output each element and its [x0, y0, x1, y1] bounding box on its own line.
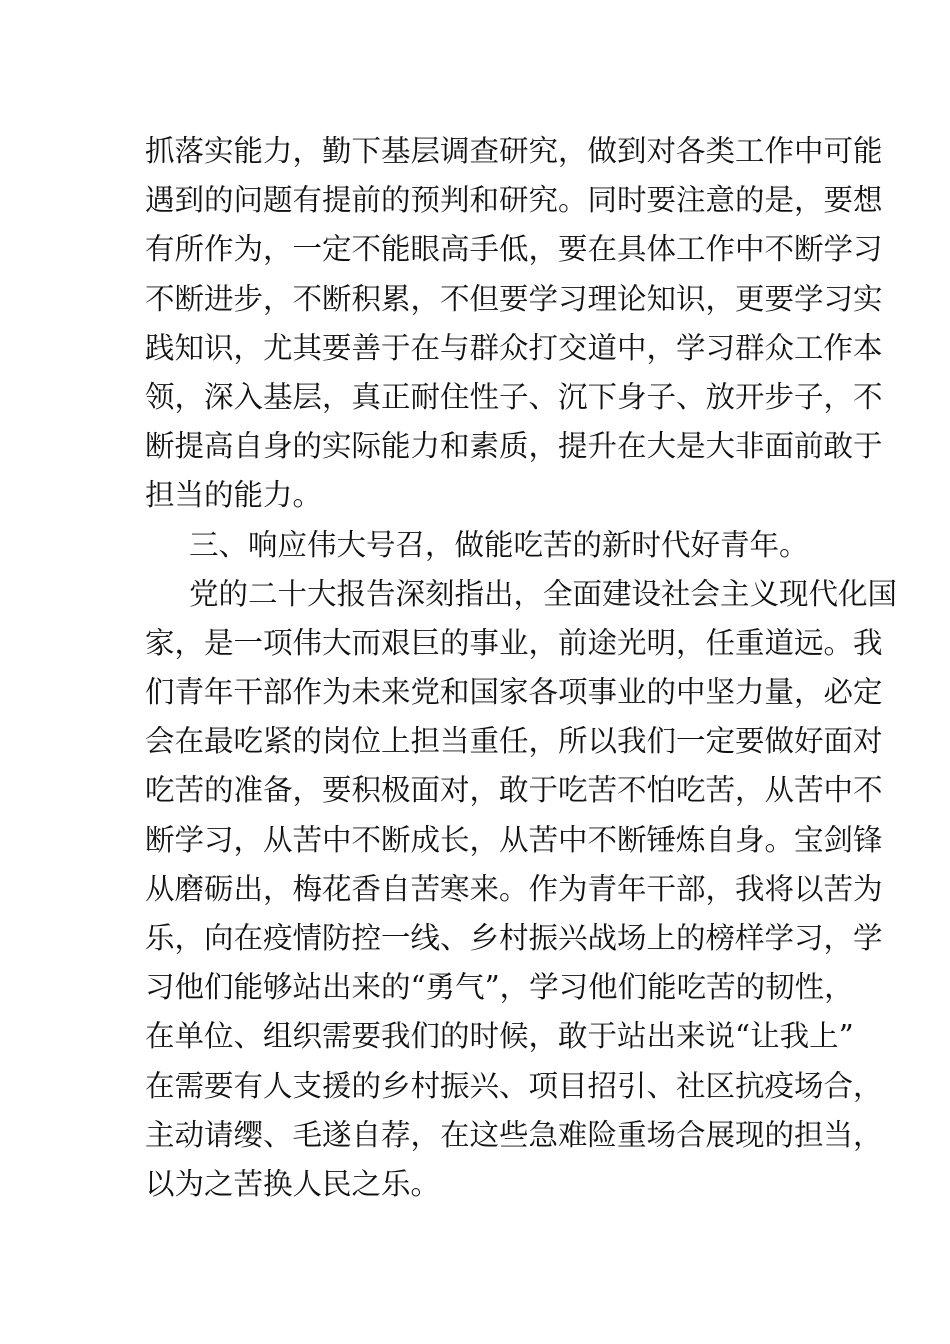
- text-line: 吃苦的准备，要积极面对，敢于吃苦不怕吃苦，从苦中不: [145, 773, 883, 808]
- text-line: 乐，向在疫情防控一线、乡村振兴战场上的榜样学习，学: [145, 921, 883, 955]
- text-line: 会在最吃紧的岗位上担当重任，所以我们一定要做好面对: [145, 724, 883, 759]
- text-line: 在需要有人支援的乡村振兴、项目招引、社区抗疫场合，: [145, 1068, 883, 1103]
- text-line: 党的二十大报告深刻指出，全面建设社会主义现代化国: [189, 576, 898, 611]
- text-line: 践知识，尤其要善于在与群众打交道中，学习群众工作本: [145, 330, 883, 365]
- section-heading: 三、响应伟大号召，做能吃苦的新时代好青年。: [189, 527, 809, 562]
- text-line: 有所作为，一定不能眼高手低，要在具体工作中不断学习: [145, 232, 883, 267]
- text-line: 不断进步，不断积累，不但要学习理论知识，更要学习实: [145, 281, 883, 316]
- text-line: 从磨砺出，梅花香自苦寒来。作为青年干部，我将以苦为: [145, 871, 883, 906]
- paragraph-continued: [145, 127, 883, 521]
- text-line: 家，是一项伟大而艰巨的事业，前途光明，任重道远。我: [145, 625, 883, 660]
- document-body: [145, 127, 898, 1209]
- text-line: 遇到的问题有提前的预判和研究。同时要注意的是，要想: [145, 183, 883, 218]
- text-line: 以为之苦换人民之乐。: [145, 1166, 441, 1201]
- text-line: 习他们能够站出来的“勇气”，学习他们能吃苦的韧性，: [145, 970, 854, 1005]
- text-line: 主动请缨、毛遂自荐，在这些急难险重场合展现的担当，: [145, 1117, 883, 1152]
- text-line: 们青年干部作为未来党和国家各项事业的中坚力量，必定: [145, 675, 883, 710]
- text-line: 领，深入基层，真正耐住性子、沉下身子、放开步子，不: [145, 379, 883, 414]
- text-line: 断学习，从苦中不断成长，从苦中不断锤炼自身。宝剑锋: [145, 822, 883, 857]
- text-line: 担当的能力。: [145, 478, 323, 513]
- paragraph-2: [145, 570, 898, 1209]
- text-line: 在单位、组织需要我们的时候，敢于站出来说“让我上”: [145, 1019, 854, 1054]
- text-line: 抓落实能力，勤下基层调查研究，做到对各类工作中可能: [145, 134, 883, 168]
- text-line: 断提高自身的实际能力和素质，提升在大是大非面前敢于: [145, 429, 883, 464]
